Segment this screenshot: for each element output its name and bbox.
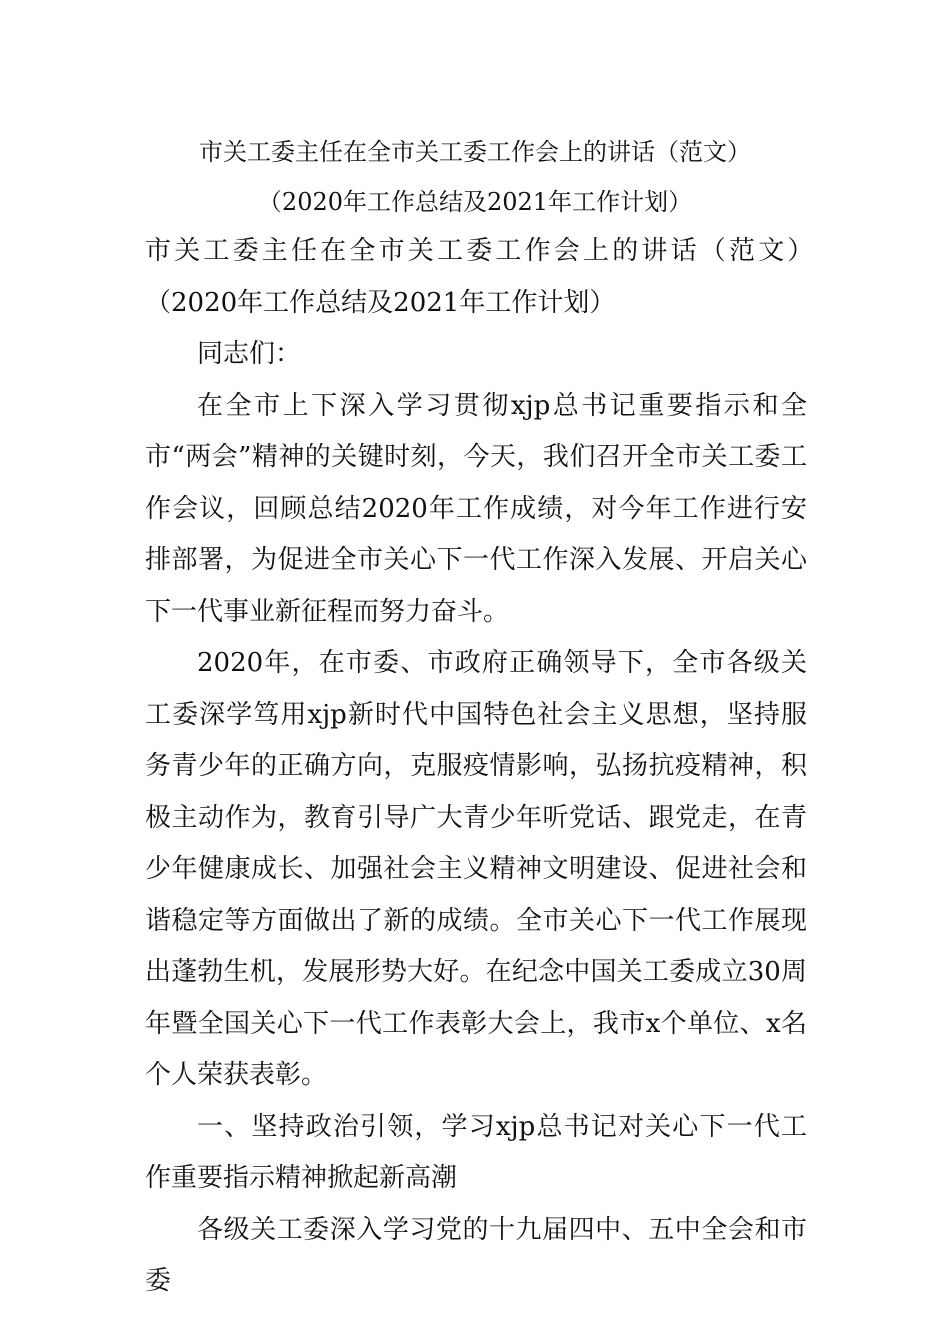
paragraph-2020-summary: 2020年，在市委、市政府正确领导下，全市各级关工委深学笃用xjp新时代中国特色社会主义思想，坚持服务青少年的正确方向，克服疫情影响，弘扬抗疫精神，积极主动作为，教育引导广大青少年听党话、跟党走，在青少年健康成长、加强社会主义精神文明建设、促进社会和谐稳定等方面做出了新的成绩。全市关心下一代工作展现出蓬勃生机，发展形势大好。在纪念中国关工委成立30周年暨全国关心下一代工作表彰大会上，我市x个单位、x名个人荣获表彰。 — [145, 648, 807, 1090]
greeting: 同志们： — [197, 339, 302, 369]
paragraph-section-1: 各级关工委深入学习党的十九届四中、五中全会和市委 — [145, 1214, 807, 1296]
section-heading-1: 一、坚持政治引领，学习xjp总书记对关心下一代工作重要指示精神掀起新高潮 — [145, 1111, 807, 1193]
document-subtitle: （2020年工作总结及2021年工作计划） — [257, 188, 693, 216]
body-heading-line1: 市关工委主任在全市关工委工作会上的讲话（范文） — [145, 236, 817, 266]
document-title: 市关工委主任在全市关工委工作会上的讲话（范文） — [199, 138, 751, 166]
body-heading-line2: （2020年工作总结及2021年工作计划） — [145, 287, 616, 318]
document-body — [145, 226, 817, 1308]
paragraph-intro: 在全市上下深入学习贯彻xjp总书记重要指示和全市“两会”精神的关键时刻，今天，我们召开全市关工委工作会议，回顾总结2020年工作成绩，对今年工作进行安排部署，为促进全市关心下一代工作深入发展、开启关心下一代事业新征程而努力奋斗。 — [145, 390, 807, 627]
